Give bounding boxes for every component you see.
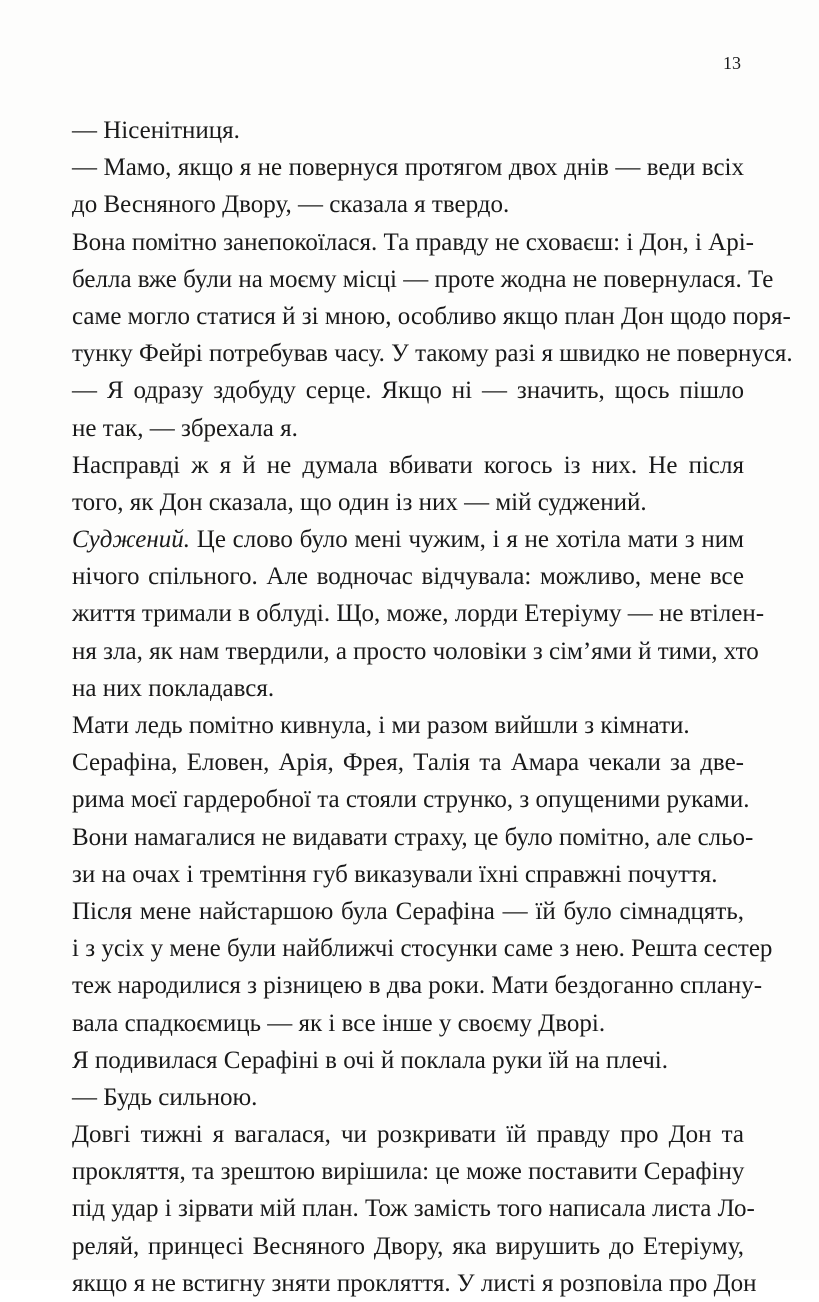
- page-number: 13: [723, 53, 741, 73]
- text-line: Після мене найстаршою була Серафіна — їй було сімнадцять,: [72, 897, 744, 925]
- text-line: ня зла, як нам твердили, а просто чоловіки з сім’ями й тими, хто: [72, 637, 759, 665]
- text-line: і з усіх у мене були найближчі стосунки саме з нею. Решта сестер: [72, 935, 773, 963]
- text-line: — Я одразу здобуду серце. Якщо ні — значить, щось пішло: [72, 377, 744, 405]
- text-line: Мати ледь помітно кивнула, і ми разом вийшли з кімнати.: [72, 712, 690, 739]
- text-line: зи на очах і тремтіння губ виказували їхні справжні почуття.: [72, 860, 718, 888]
- text-line: Довгі тижні я вагалася, чи розкривати їй правду про Дон та: [72, 1121, 744, 1149]
- text-line: до Весняного Двору, — сказала я твердо.: [72, 191, 510, 219]
- text-line: Я подивилася Серафіні в очі й поклала руки їй на плечі.: [72, 1046, 668, 1074]
- text-line: Насправді ж я й не думала вбивати когось із них. Не після: [72, 451, 744, 479]
- italic-word: Суджений.: [72, 526, 191, 554]
- text-line: якщо я не встигну зняти прокляття. У листі я розповіла про Дон: [72, 1269, 757, 1297]
- text-line: — Мамо, якщо я не повернуся протягом двох днів — веди всіх: [72, 154, 744, 182]
- text-line: [72, 521, 744, 558]
- text-line: не так, — збрехала я.: [72, 414, 298, 442]
- text-line: Вони намагалися не видавати страху, це було помітно, але сльо-: [72, 823, 754, 851]
- text-line: вала спадкоємиць — як і все інше у своєму Дворі.: [72, 1009, 606, 1037]
- text-line: тунку Фейрі потребував часу. У такому разі я швидко не повернуся.: [72, 340, 793, 368]
- text-line: Серафіна, Еловен, Арія, Фрея, Талія та Амара чекали за две-: [72, 749, 744, 777]
- text-line: під удар і зірвати мій план. Тож замість того написала листа Ло-: [72, 1195, 755, 1223]
- text-line: того, як Дон сказала, що один із них — мій суджений.: [72, 488, 647, 516]
- text-line: саме могло статися й зі мною, особливо якщо план Дон щодо поря-: [72, 302, 791, 330]
- text-line: теж народилися з різницею в два роки. Мати бездоганно сплану-: [72, 972, 763, 1000]
- text-line: життя тримали в облуді. Що, може, лорди Етеріуму — не втілен-: [72, 600, 765, 628]
- body-text: [72, 112, 793, 1302]
- text-line: на них покладався.: [72, 674, 275, 702]
- text-line: — Нісенітниця.: [72, 117, 240, 144]
- text-line: прокляття, та зрештою вирішила: це може поставити Серафіну: [72, 1158, 745, 1186]
- text-line: Вона помітно занепокоїлася. Та правду не сховаєш: і Дон, і Арі-: [72, 228, 754, 256]
- text-line: рима моєї гардеробної та стояли струнко, з опущеними руками.: [72, 786, 750, 814]
- text-line: белла вже були на моєму місці — проте жодна не повернулася. Те: [72, 265, 774, 293]
- line-text: Це слово було мені чужим, і я не хотіла мати з ним: [190, 526, 744, 554]
- text-line: — Будь сильною.: [72, 1083, 258, 1111]
- text-line: реляй, принцесі Весняного Двору, яка вирушить до Етеріуму,: [72, 1232, 744, 1260]
- text-line: нічого спільного. Але водночас відчувала: можливо, мене все: [72, 563, 744, 591]
